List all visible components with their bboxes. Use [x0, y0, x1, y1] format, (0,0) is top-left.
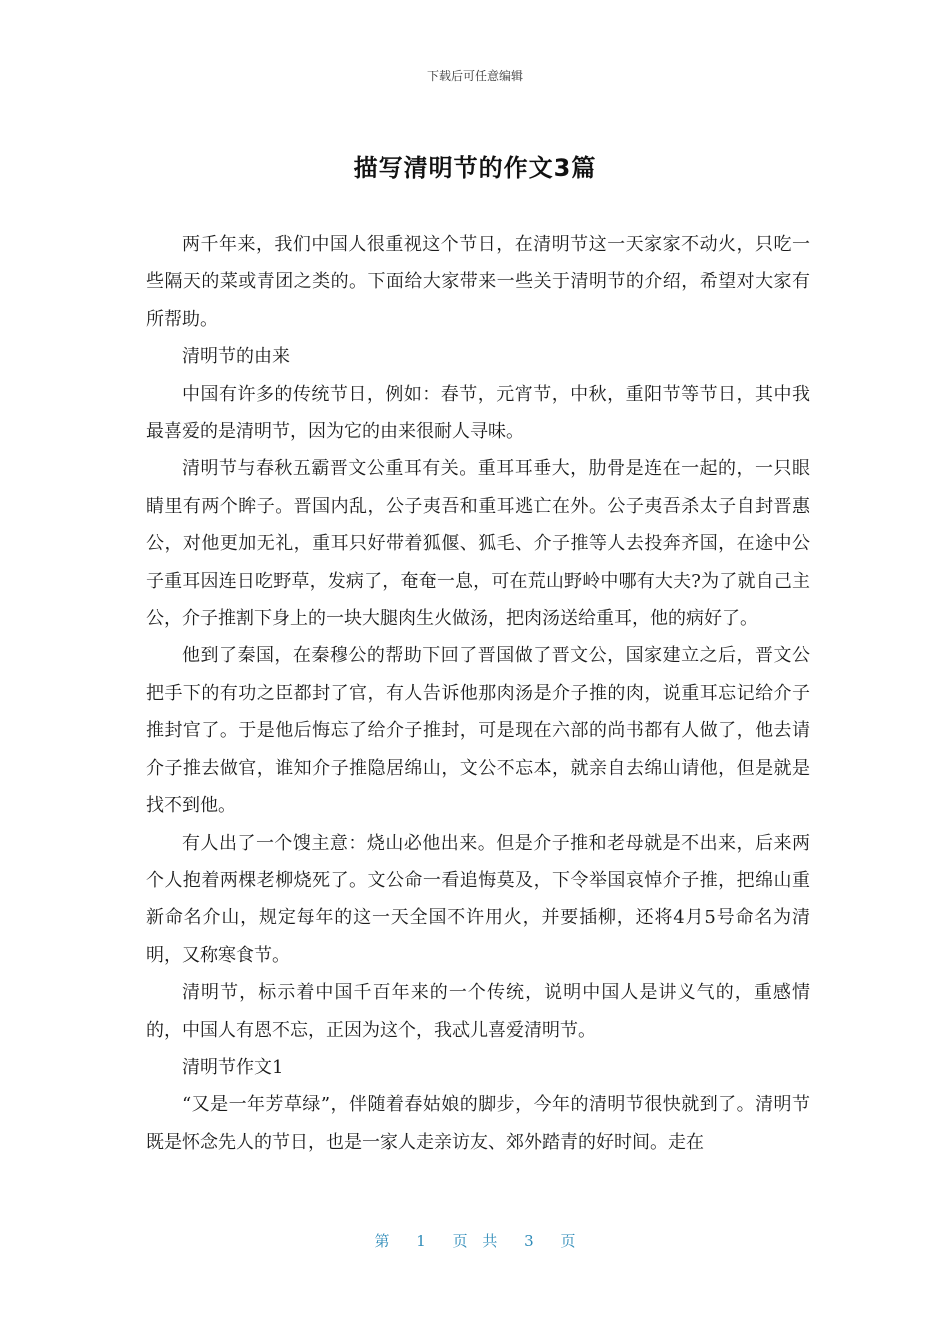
page-footer — [0, 1230, 950, 1251]
header-note: 下载后可任意编辑 — [426, 69, 523, 83]
paragraph-intro: 两千年来，我们中国人很重视这个节日，在清明节这一天家家不动火，只吃一些隔天的菜或青团之类的。下面给大家带来一些关于清明节的介绍，希望对大家有所帮助。 — [146, 234, 810, 330]
paragraph: 中国有许多的传统节日，例如：春节，元宵节，中秋，重阳节等节日，其中我最喜爱的是清明节，因为它的由来很耐人寻味。 — [146, 383, 810, 443]
footer-page-mid: 页 共 — [452, 1232, 498, 1250]
paragraph: 清明节，标示着中国千百年来的一个传统，说明中国人是讲义气的，重感情的，中国人有恩不忘，正因为这个，我忒儿喜爱清明节。 — [146, 982, 810, 1041]
section-heading-essay-1: 清明节作文1 — [182, 1056, 284, 1078]
paragraph: 清明节与春秋五霸晋文公重耳有关。重耳耳垂大，肋骨是连在一起的，一只眼睛里有两个眸子。晋国内乱，公子夷吾和重耳逃亡在外。公子夷吾杀太子自封晋惠公，对他更加无礼，重耳只好带着狐偃、狐毛、介子推等人去投奔齐国，在途中公子重耳因连日吃野草，发病了，奄奄一息，可在荒山野岭中哪有大夫?为了就自己主公，介子推割下身上的一块大腿肉生火做汤，把肉汤送给重耳，他的病好了。 — [146, 458, 810, 630]
paragraph: 有人出了一个馊主意：烧山必他出来。但是介子推和老母就是不出来，后来两个人抱着两棵老柳烧死了。文公命一看追悔莫及，下令举国哀悼介子推，把绵山重新命名介山，规定每年的这一天全国不许用火，并要插柳，还将4月5号命名为清明，又称寒食节。 — [146, 832, 810, 966]
footer-page-word: 第 — [374, 1232, 390, 1250]
document-body — [146, 226, 810, 1161]
paragraph: 他到了秦国，在秦穆公的帮助下回了晋国做了晋文公，国家建立之后，晋文公把手下的有功之臣都封了官，有人告诉他那肉汤是介子推的肉，说重耳忘记给介子推封官了。于是他后悔忘了给介子推封，可是现在六部的尚书都有人做了，他去请介子推去做官，谁知介子推隐居绵山，文公不忘本，就亲自去绵山请他，但是就是找不到他。 — [146, 645, 810, 817]
footer-page-current: 1 — [416, 1232, 426, 1250]
paragraph: “又是一年芳草绿”，伴随着春姑娘的脚步，今年的清明节很快就到了。清明节既是怀念先人的节日，也是一家人走亲访友、郊外踏青的好时间。走在 — [146, 1094, 810, 1153]
document-title: 描写清明节的作文3篇 — [353, 154, 597, 182]
section-heading-origin: 清明节的由来 — [182, 346, 290, 368]
footer-page-end: 页 — [560, 1232, 576, 1250]
footer-page-total: 3 — [524, 1232, 534, 1250]
